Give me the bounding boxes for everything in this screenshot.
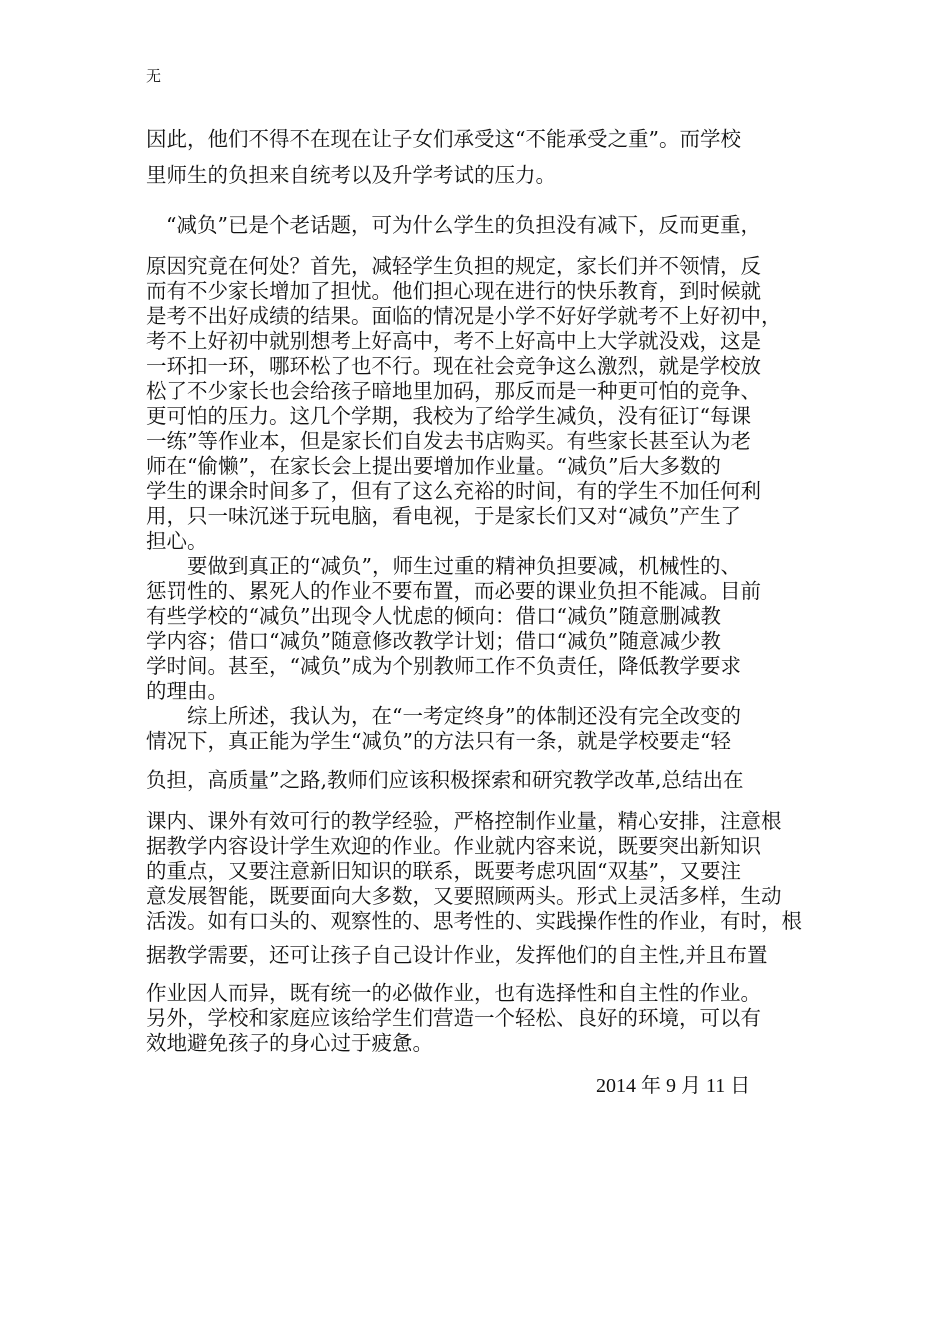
text-line: 据教学需要，还可让孩子自己设计作业，发挥他们的自主性,并且布置 [146,943,768,967]
text-line: 负担，高质量”之路,教师们应该积极探索和研究教学改革,总结出在 [146,768,744,792]
text-line: 效地避免孩子的身心过于疲惫。 [146,1031,433,1055]
text-line: 一练”等作业本，但是家长们自发去书店购买。有些家长甚至认为老 [146,429,751,453]
text-line: 有些学校的“减负”出现令人忧虑的倾向：借口“减负”随意删减教 [146,604,721,628]
text-line: 据教学内容设计学生欢迎的作业。作业就内容来说，既要突出新知识 [146,834,761,858]
text-line: 的理由。 [146,679,228,703]
text-line: “减负”已是个老话题，可为什么学生的负担没有减下，反而更重， [166,213,761,237]
text-line: 松了不少家长也会给孩子暗地里加码，那反而是一种更可怕的竞争、 [146,379,761,403]
page-header: 无 [146,67,162,85]
document-date: 2014 年 9 月 11 日 [596,1075,751,1097]
text-line: 活泼。如有口头的、观察性的、思考性的、实践操作性的作业，有时，根 [146,909,802,933]
text-line: 意发展智能，既要面向大多数，又要照顾两头。形式上灵活多样，生动 [146,884,782,908]
text-line: 学内容；借口“减负”随意修改教学计划；借口“减负”随意减少教 [146,629,721,653]
text-line: 学生的课余时间多了，但有了这么充裕的时间，有的学生不加任何利 [146,479,761,503]
text-line: 担心。 [146,529,208,553]
text-line: 一环扣一环，哪环松了也不行。现在社会竞争这么激烈，就是学校放 [146,354,761,378]
text-line: 另外，学校和家庭应该给学生们营造一个轻松、良好的环境，可以有 [146,1006,761,1030]
text-line: 是考不出好成绩的结果。面临的情况是小学不好好学就考不上好初中， [146,304,782,328]
text-line: 考不上好初中就别想考上好高中，考不上好高中上大学就没戏，这是 [146,329,761,353]
text-line: 的重点，又要注意新旧知识的联系，既要考虑巩固“双基”，又要注 [146,859,741,883]
text-line: 要做到真正的“减负”，师生过重的精神负担要减，机械性的、 [187,554,741,578]
text-line: 课内、课外有效可行的教学经验，严格控制作业量，精心安排，注意根 [146,809,782,833]
text-line: 更可怕的压力。这几个学期，我校为了给学生减负，没有征订“每课 [146,404,751,428]
text-line: 里师生的负担来自统考以及升学考试的压力。 [146,163,556,187]
text-line: 原因究竟在何处？首先，减轻学生负担的规定，家长们并不领情，反 [146,254,761,278]
text-line: 因此，他们不得不在现在让子女们承受这“不能承受之重”。而学校 [146,127,741,151]
text-line: 用，只一味沉迷于玩电脑，看电视，于是家长们又对“减负”产生了 [146,504,741,528]
text-line: 综上所述，我认为，在“一考定终身”的体制还没有完全改变的 [187,704,741,728]
text-line: 作业因人而异，既有统一的必做作业，也有选择性和自主性的作业。 [146,981,761,1005]
text-line: 情况下，真正能为学生“减负”的方法只有一条，就是学校要走“轻 [146,729,731,753]
text-line: 学时间。甚至，“减负”成为个别教师工作不负责任，降低教学要求 [146,654,741,678]
text-line: 惩罚性的、累死人的作业不要布置，而必要的课业负担不能减。目前 [146,579,761,603]
text-line: 而有不少家长增加了担忧。他们担心现在进行的快乐教育，到时候就 [146,279,761,303]
text-line: 师在“偷懒”，在家长会上提出要增加作业量。“减负”后大多数的 [146,454,721,478]
